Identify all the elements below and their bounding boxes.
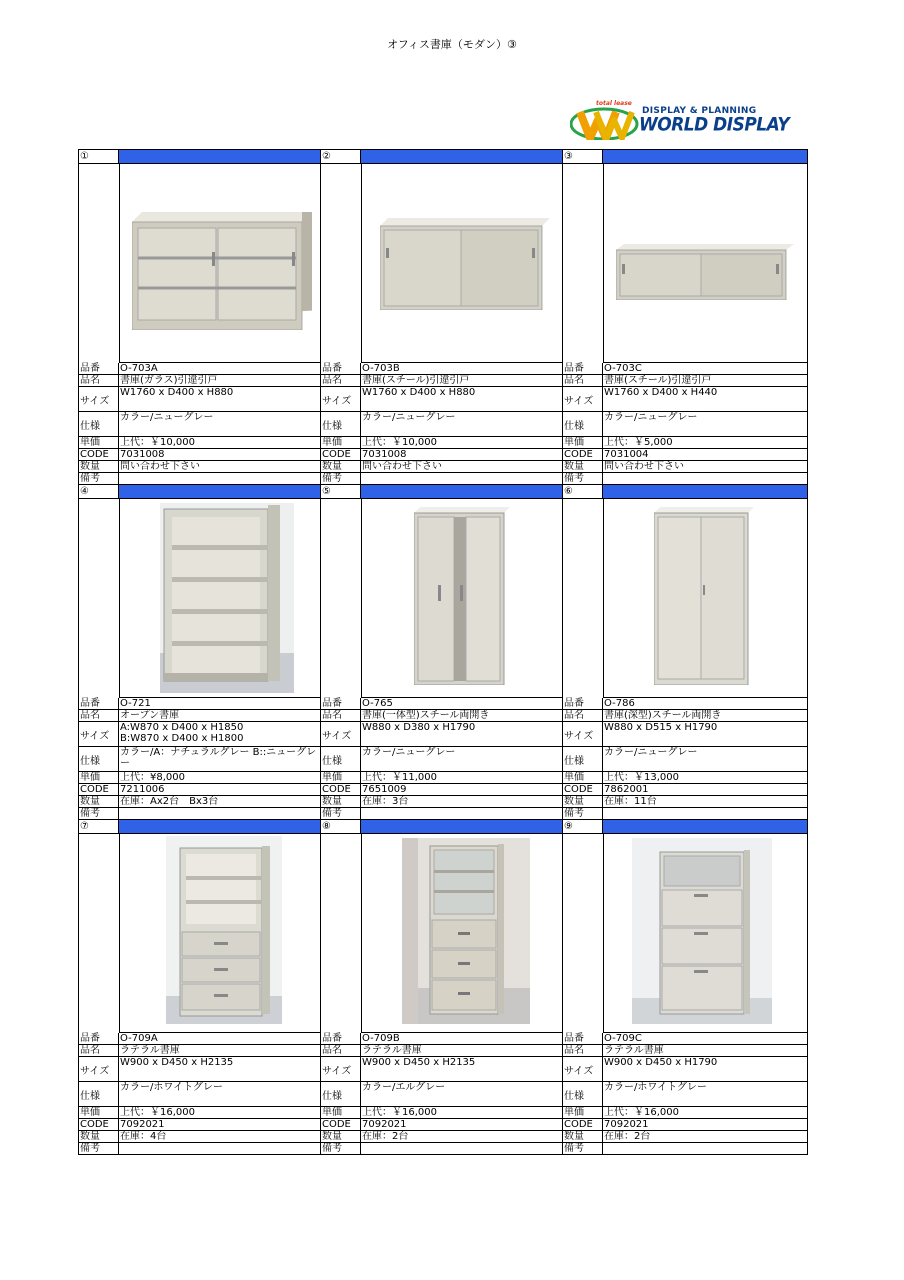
product-qty: 問い合わせ下さい — [362, 461, 442, 472]
label-spec: 仕様 — [79, 412, 119, 436]
product-note — [119, 808, 320, 819]
product-image — [361, 164, 562, 363]
label-size: サイズ — [79, 387, 119, 411]
product-price: 上代：￥5,000 — [604, 437, 673, 448]
label-qty: 数量 — [79, 796, 119, 807]
product-spec: カラー/ニューグレー — [362, 412, 456, 423]
label-spec: 仕様 — [563, 747, 603, 771]
product-index: ④ — [79, 485, 119, 498]
header-bar — [119, 820, 320, 833]
product-code: 7651009 — [362, 784, 407, 795]
w-logo-icon — [570, 106, 640, 140]
label-name: 品名 — [79, 1045, 119, 1056]
label-price: 単価 — [563, 772, 603, 783]
label-price: 単価 — [321, 1107, 361, 1118]
product-size: A:W870 x D400 x H1850 B:W870 x D400 x H1800 — [120, 722, 244, 744]
product-row — [79, 150, 808, 485]
label-spec: 仕様 — [321, 1082, 361, 1106]
product-note — [603, 473, 807, 484]
product-size: W900 x D450 x H1790 — [604, 1057, 718, 1068]
label-name: 品名 — [321, 375, 361, 386]
product-number: O-703A — [120, 363, 158, 374]
product-code: 7092021 — [120, 1119, 165, 1130]
label-number: 品番 — [79, 363, 119, 374]
product-price: 上代：￥10,000 — [120, 437, 195, 448]
label-qty: 数量 — [321, 1131, 361, 1142]
label-qty: 数量 — [321, 461, 361, 472]
label-number: 品番 — [321, 363, 361, 374]
label-note: 備考 — [79, 808, 119, 819]
product-note — [603, 808, 807, 819]
product-name: オープン書庫 — [120, 710, 180, 721]
product-qty: 在庫：3台 — [362, 796, 409, 807]
product-name: 書庫(スチール)引違引戸 — [604, 375, 712, 386]
label-price: 単価 — [321, 772, 361, 783]
product-code: 7211006 — [120, 784, 165, 795]
product-note — [361, 808, 562, 819]
product-grid — [78, 149, 808, 1155]
label-spec: 仕様 — [79, 747, 119, 771]
product-name: 書庫(スチール)引違引戸 — [362, 375, 470, 386]
label-code: CODE — [321, 1119, 361, 1130]
product-qty: 問い合わせ下さい — [120, 461, 200, 472]
label-qty: 数量 — [79, 461, 119, 472]
product-spec: カラー/ホワイトグレー — [604, 1082, 707, 1093]
label-price: 単価 — [79, 772, 119, 783]
label-code: CODE — [321, 449, 361, 460]
product-size: W1760 x D400 x H880 — [120, 387, 234, 398]
label-note: 備考 — [563, 473, 603, 484]
logo-wordmark: WORLD DISPLAY — [639, 114, 790, 136]
product-name: 書庫(一体型)スチール両開き — [362, 710, 490, 721]
header-bar — [603, 820, 807, 833]
label-name: 品名 — [79, 710, 119, 721]
label-qty: 数量 — [563, 461, 603, 472]
label-number: 品番 — [563, 1033, 603, 1044]
product-number: O-786 — [604, 698, 635, 709]
product-size: W880 x D515 x H1790 — [604, 722, 718, 733]
product-index: ⑦ — [79, 820, 119, 833]
label-note: 備考 — [563, 1143, 603, 1154]
product-spec: カラー/ニューグレー — [604, 412, 698, 423]
product-size: W900 x D450 x H2135 — [120, 1057, 234, 1068]
product-price: 上代：¥8,000 — [120, 772, 185, 783]
label-size: サイズ — [321, 1057, 361, 1081]
label-price: 単価 — [79, 437, 119, 448]
product-spec: カラー/A：ナチュラルグレー B::ニューグレー — [120, 747, 317, 769]
product-size: W880 x D380 x H1790 — [362, 722, 476, 733]
product-spec: カラー/ホワイトグレー — [120, 1082, 223, 1093]
product-image — [119, 834, 320, 1033]
header-bar — [603, 485, 807, 498]
product-card — [321, 150, 563, 485]
label-spec: 仕様 — [563, 412, 603, 436]
label-code: CODE — [563, 784, 603, 795]
product-index: ⑥ — [563, 485, 603, 498]
label-number: 品番 — [321, 1033, 361, 1044]
product-note — [603, 1143, 807, 1154]
product-card — [79, 150, 321, 485]
product-card — [79, 485, 321, 820]
product-name: ラテラル書庫 — [120, 1045, 180, 1056]
label-number: 品番 — [563, 363, 603, 374]
label-code: CODE — [563, 1119, 603, 1130]
product-card — [563, 820, 808, 1155]
product-price: 上代：￥13,000 — [604, 772, 679, 783]
label-price: 単価 — [79, 1107, 119, 1118]
product-number: O-709A — [120, 1033, 158, 1044]
product-image — [361, 834, 562, 1033]
product-number: O-709B — [362, 1033, 400, 1044]
product-row — [79, 820, 808, 1155]
product-code: 7862001 — [604, 784, 649, 795]
product-size: W1760 x D400 x H880 — [362, 387, 476, 398]
label-number: 品番 — [321, 698, 361, 709]
product-code: 7031008 — [362, 449, 407, 460]
logo-subtitle: DISPLAY & PLANNING — [642, 106, 757, 116]
product-size: W1760 x D400 x H440 — [604, 387, 718, 398]
product-price: 上代：￥10,000 — [362, 437, 437, 448]
product-index: ① — [79, 150, 119, 163]
product-code: 7092021 — [362, 1119, 407, 1130]
header-bar — [361, 820, 562, 833]
product-image — [119, 164, 320, 363]
product-name: 書庫(深型)スチール両開き — [604, 710, 722, 721]
product-qty: 在庫：2台 — [604, 1131, 651, 1142]
product-card — [563, 150, 808, 485]
label-spec: 仕様 — [563, 1082, 603, 1106]
product-card — [563, 485, 808, 820]
label-price: 単価 — [321, 437, 361, 448]
label-name: 品名 — [321, 1045, 361, 1056]
label-note: 備考 — [321, 808, 361, 819]
label-size: サイズ — [79, 722, 119, 746]
label-qty: 数量 — [79, 1131, 119, 1142]
label-code: CODE — [79, 784, 119, 795]
header-bar — [361, 150, 562, 163]
label-size: サイズ — [321, 722, 361, 746]
product-code: 7031004 — [604, 449, 649, 460]
label-code: CODE — [321, 784, 361, 795]
product-size: W900 x D450 x H2135 — [362, 1057, 476, 1068]
product-spec: カラー/ニューグレー — [362, 747, 456, 758]
product-spec: カラー/ニューグレー — [120, 412, 214, 423]
product-index: ⑤ — [321, 485, 361, 498]
product-spec: カラー/ニューグレー — [604, 747, 698, 758]
header-bar — [361, 485, 562, 498]
product-number: O-721 — [120, 698, 151, 709]
label-qty: 数量 — [321, 796, 361, 807]
product-spec: カラー/エルグレー — [362, 1082, 446, 1093]
header-bar — [119, 150, 320, 163]
product-image — [603, 164, 807, 363]
product-price: 上代：￥11,000 — [362, 772, 437, 783]
label-number: 品番 — [563, 698, 603, 709]
product-index: ⑧ — [321, 820, 361, 833]
product-number: O-703B — [362, 363, 400, 374]
product-qty: 在庫：2台 — [362, 1131, 409, 1142]
label-spec: 仕様 — [79, 1082, 119, 1106]
product-note — [119, 473, 320, 484]
label-number: 品番 — [79, 698, 119, 709]
label-name: 品名 — [563, 1045, 603, 1056]
label-price: 単価 — [563, 437, 603, 448]
label-size: サイズ — [563, 1057, 603, 1081]
label-note: 備考 — [321, 473, 361, 484]
label-price: 単価 — [563, 1107, 603, 1118]
label-name: 品名 — [563, 710, 603, 721]
page-title: オフィス書庫（モダン）③ — [387, 38, 517, 51]
product-card — [321, 485, 563, 820]
label-note: 備考 — [79, 473, 119, 484]
logo-tagline: total lease — [596, 100, 632, 107]
label-qty: 数量 — [563, 1131, 603, 1142]
label-code: CODE — [563, 449, 603, 460]
product-card — [79, 820, 321, 1155]
product-index: ② — [321, 150, 361, 163]
product-price: 上代：￥16,000 — [362, 1107, 437, 1118]
product-price: 上代：￥16,000 — [604, 1107, 679, 1118]
product-code: 7031008 — [120, 449, 165, 460]
product-qty: 在庫：4台 — [120, 1131, 167, 1142]
product-image — [119, 499, 320, 698]
company-logo — [570, 100, 810, 140]
product-qty: 在庫：11台 — [604, 796, 657, 807]
label-spec: 仕様 — [321, 412, 361, 436]
product-image — [603, 499, 807, 698]
label-note: 備考 — [563, 808, 603, 819]
label-spec: 仕様 — [321, 747, 361, 771]
product-note — [119, 1143, 320, 1154]
product-code: 7092021 — [604, 1119, 649, 1130]
label-code: CODE — [79, 449, 119, 460]
label-size: サイズ — [563, 722, 603, 746]
product-number: O-703C — [604, 363, 642, 374]
product-name: ラテラル書庫 — [604, 1045, 664, 1056]
label-name: 品名 — [79, 375, 119, 386]
label-size: サイズ — [321, 387, 361, 411]
product-card — [321, 820, 563, 1155]
product-image — [361, 499, 562, 698]
label-number: 品番 — [79, 1033, 119, 1044]
label-code: CODE — [79, 1119, 119, 1130]
product-name: ラテラル書庫 — [362, 1045, 422, 1056]
product-index: ③ — [563, 150, 603, 163]
label-note: 備考 — [321, 1143, 361, 1154]
label-note: 備考 — [79, 1143, 119, 1154]
label-qty: 数量 — [563, 796, 603, 807]
label-name: 品名 — [321, 710, 361, 721]
header-bar — [119, 485, 320, 498]
product-note — [361, 473, 562, 484]
label-size: サイズ — [79, 1057, 119, 1081]
product-index: ⑨ — [563, 820, 603, 833]
product-row — [79, 485, 808, 820]
product-name: 書庫(ガラス)引違引戸 — [120, 375, 218, 386]
product-qty: 問い合わせ下さい — [604, 461, 684, 472]
product-number: O-709C — [604, 1033, 642, 1044]
product-number: O-765 — [362, 698, 393, 709]
label-name: 品名 — [563, 375, 603, 386]
product-qty: 在庫：Ax2台 Bx3台 — [120, 796, 219, 807]
label-size: サイズ — [563, 387, 603, 411]
product-price: 上代：￥16,000 — [120, 1107, 195, 1118]
product-note — [361, 1143, 562, 1154]
header-bar — [603, 150, 807, 163]
product-image — [603, 834, 807, 1033]
